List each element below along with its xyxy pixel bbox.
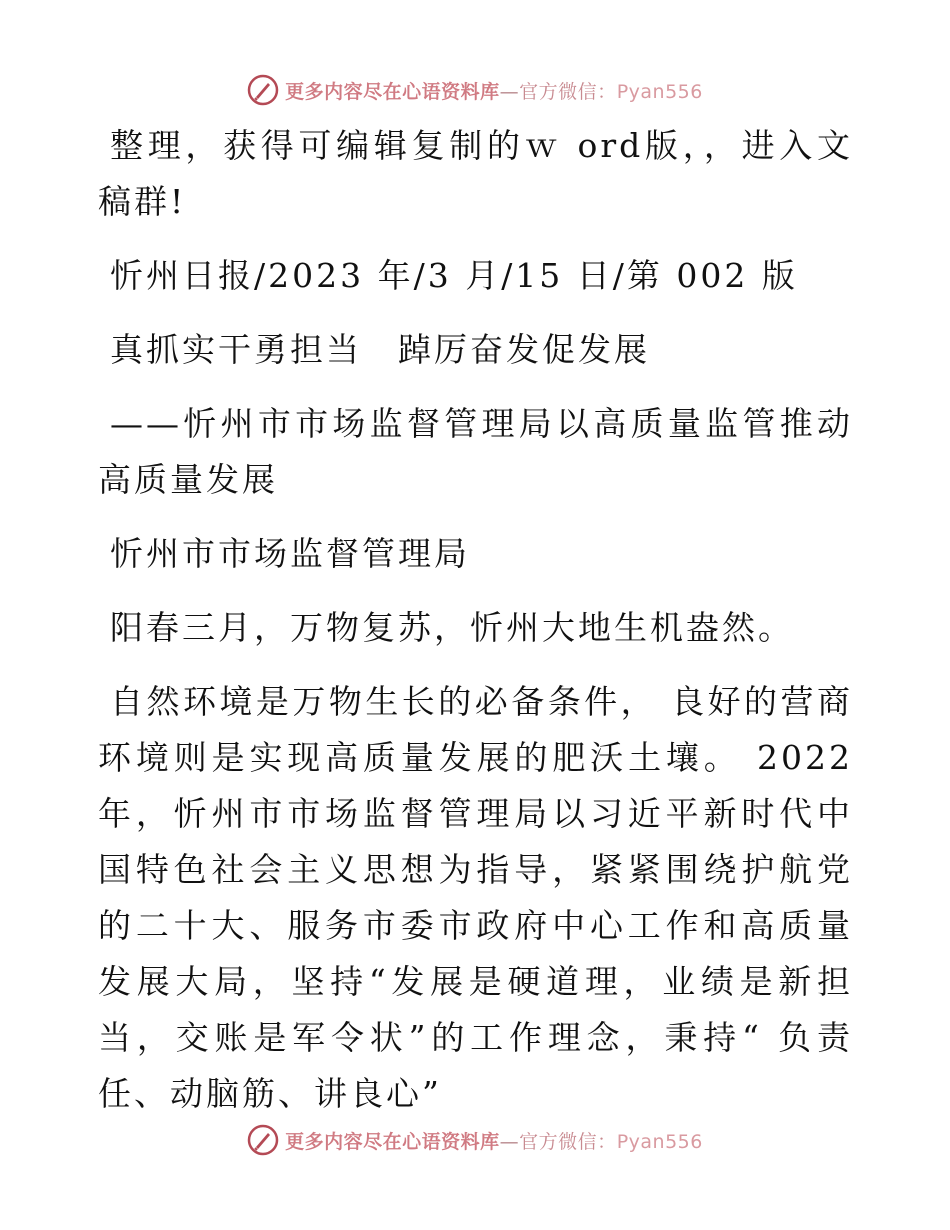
watermark-banner-top — [0, 70, 950, 110]
watermark-separator: — — [499, 1130, 520, 1153]
feather-pen-icon — [247, 1124, 279, 1156]
intro-note: 整理，获得可编辑复制的ｗ ord版，，进入文稿群! — [98, 126, 853, 221]
watermark-text — [285, 77, 703, 104]
watermark-banner-bottom — [0, 1120, 950, 1160]
document-body — [98, 118, 853, 1140]
feather-pen-icon — [247, 74, 279, 106]
body-paragraph: 自然环境是万物生长的必备条件， 良好的营商环境则是实现高质量发展的肥沃土壤。 2022 年，忻州市市场监督管理局以习近平新时代中国特色社会主义思想为指导，紧紧围绕护航党的二十大、服务市委市政府中心工作和高质量发展大局，坚持“发展是硬道理，业绩是新担当，交账是军令状”的工作理念，秉持“ 负责任、动脑筋、讲良心” — [98, 682, 853, 1113]
watermark-text — [285, 1127, 703, 1154]
watermark-brand: 更多内容尽在心语资料库 — [285, 80, 500, 103]
watermark-wechat-label: 官方微信： — [519, 1130, 617, 1153]
article-title: 真抓实干勇担当 踔厉奋发促发展 — [110, 330, 650, 369]
watermark-wechat-label: 官方微信： — [519, 80, 617, 103]
article-author: 忻州市市场监督管理局 — [110, 534, 470, 573]
publication-info: 忻州日报/2023 年/3 月/15 日/第 002 版 — [110, 256, 798, 295]
article-subtitle: ——忻州市市场监督管理局以高质量监管推动高质量发展 — [98, 404, 853, 499]
watermark-wechat-account: Pyan556 — [616, 1130, 703, 1153]
watermark-separator: — — [499, 80, 520, 103]
body-paragraph: 阳春三月，万物复苏，忻州大地生机盎然。 — [110, 608, 794, 647]
watermark-wechat-account: Pyan556 — [616, 80, 703, 103]
watermark-brand: 更多内容尽在心语资料库 — [285, 1130, 500, 1153]
